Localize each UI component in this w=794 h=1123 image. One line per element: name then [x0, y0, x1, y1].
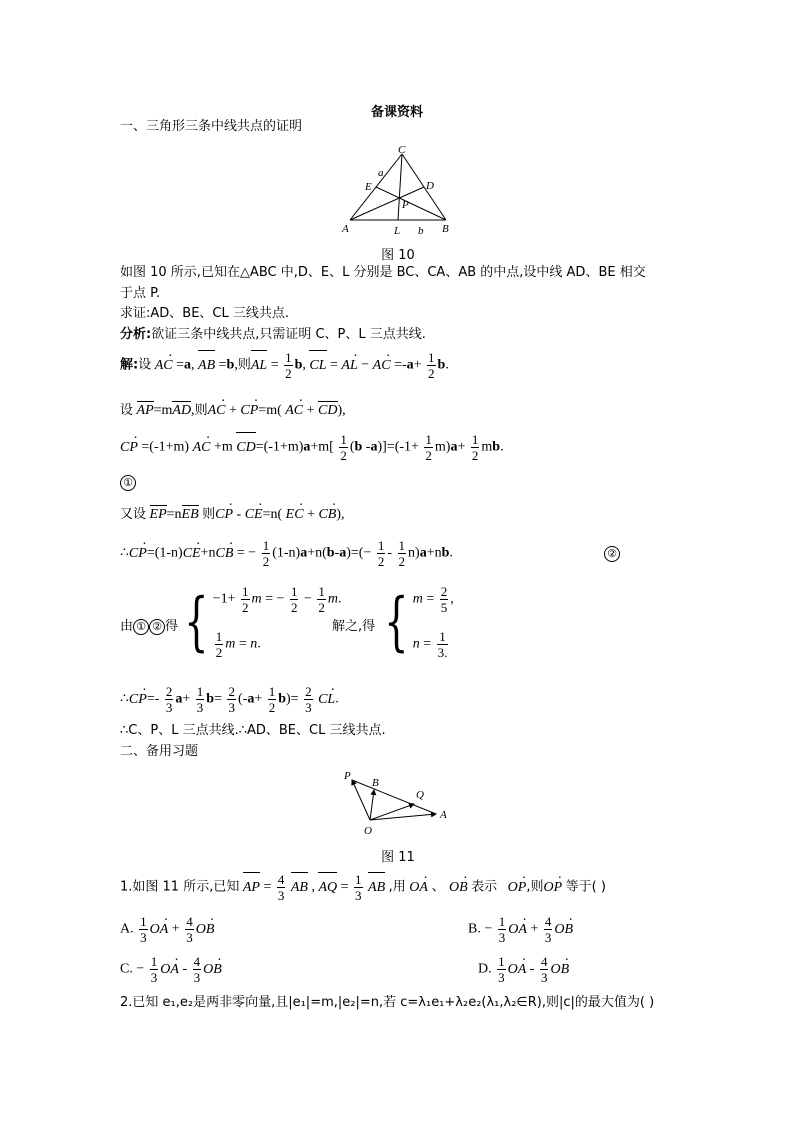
q1-stem-b: ,用 — [388, 879, 406, 895]
fig10-label-c: C — [398, 144, 406, 156]
q1-stem-d: ,则 — [526, 879, 544, 895]
from-eq-label — [120, 618, 178, 636]
solution-line-5: ∴CP ·=(1-n)CE ·+nCB · = − $\frac{1}{2}$ (1-n)a+n(b-a)=(− $\frac{1}{2}$ - $\frac{1}{2}$ n)a+nb. — [120, 538, 453, 569]
opt-c-label: C. — [120, 961, 133, 977]
solve-label: 解之,得 — [332, 619, 376, 634]
from-word: 由 — [120, 619, 134, 634]
equation-system-2: { m = $\frac{2}{5}$ , n = $\frac{1}{3.}$ — [384, 584, 454, 660]
q1-stem-a: 1.如图 11 所示,已知 — [120, 879, 240, 895]
q1-stem-c: 表示 — [471, 879, 498, 895]
q2-text: 2.已知 e₁,e₂是两非零向量,且|e₁|=m,|e₂|=n,若 c=λ₁e₁+λ₂e₂(λ₁,λ₂∈R),则|c|的最大值为( ) — [120, 995, 655, 1010]
analysis-label: 分析: — [120, 327, 152, 342]
figure-10 — [340, 144, 460, 238]
figure-11-caption: 图 11 — [381, 850, 415, 865]
q1-option-b[interactable]: B. − $\frac{1}{3}$ OA · + $\frac{4}{3}$ OB · — [468, 914, 573, 945]
conclusion: ∴C、P、L 三点共线.∴AD、BE、CL 三线共点. — [120, 723, 386, 738]
solution-line-3: CP · =(-1+m) AC · +m CD=(-1+m)a+m[ $\frac{1}{2}$ (b -a)]=(-1+ $\frac{1}{2}$ m)a+ $\frac{1}{2}$ mb. — [120, 432, 504, 463]
problem-prove: 求证:AD、BE、CL 三线共点. — [120, 306, 290, 321]
opt-d-label: D. — [478, 961, 492, 977]
solution-line-1: 解:设 AC · =a, AB =b,则AL = $\frac{1}{2}$ b, CL = AL · − AC · =-a+ $\frac{1}{2}$ b. — [120, 350, 449, 381]
fig11-label-q: Q — [416, 789, 424, 801]
circle-1b: ① — [133, 619, 149, 635]
q1-option-c[interactable]: C. − $\frac{1}{3}$ OA · - $\frac{4}{3}$ OB · — [120, 954, 222, 985]
opt-a-label: A. — [120, 921, 134, 937]
opt-b-label: B. — [468, 921, 481, 937]
equation-system-1: { −1+ $\frac{1}{2}$ m = − $\frac{1}{2}$ − $\frac{1}{2}$ m. $\frac{1}{2}$ m = n. — [184, 584, 342, 660]
q1-stem-e: 等于( ) — [565, 879, 606, 895]
solution-line-4: 又设 EP=nEB 则CP · - CE ·=n( EC · + CB ·), — [120, 506, 345, 524]
also-set-word: 又设 — [120, 507, 147, 522]
circle-2: ② — [604, 546, 620, 562]
figure-11 — [340, 768, 456, 840]
problem-line-1: 如图 10 所示,已知在△ABC 中,D、E、L 分别是 BC、CA、AB 的中点,设中线 AD、BE 相交 — [120, 265, 646, 280]
fig10-label-p: P — [402, 199, 409, 211]
analysis-text: 欲证三条中线共点,只需证明 C、P、L 三点共线. — [151, 327, 426, 342]
get-word: 得 — [165, 619, 179, 634]
fig10-label-d: D — [426, 180, 434, 192]
then-word-2: 则 — [194, 403, 208, 418]
fig10-label-small-a: a — [378, 167, 384, 179]
page-title: 备课资料 — [370, 105, 423, 120]
figure-10-caption: 图 10 — [381, 248, 415, 263]
problem-line-2: 于点 P. — [120, 286, 161, 301]
fig11-label-p: P — [344, 770, 351, 782]
set-word: 设 — [138, 357, 152, 373]
circle-2b: ② — [149, 619, 165, 635]
section2-heading: 二、备用习题 — [120, 744, 199, 759]
q1-option-a[interactable]: A. $\frac{1}{3}$ OA · + $\frac{4}{3}$ OB · — [120, 914, 214, 945]
then-word-3: 则 — [202, 507, 216, 522]
fig11-label-b: B — [372, 777, 379, 789]
eq-marker-1 — [120, 474, 136, 492]
problem-analysis — [120, 326, 426, 344]
fig11-label-o: O — [364, 825, 372, 837]
fig10-label-a: A — [342, 223, 349, 235]
eq-marker-2 — [604, 546, 620, 562]
solution-label: 解: — [120, 357, 139, 373]
fig11-label-a: A — [440, 809, 447, 821]
set-word-2: 设 — [120, 403, 134, 418]
section1-heading: 一、三角形三条中线共点的证明 — [120, 119, 303, 134]
solution-line-6: ∴CP ·=- $\frac{2}{3}$ a+ $\frac{1}{3}$ b= $\frac{2}{3}$ (-a+ $\frac{1}{2}$ b)= $\frac{2}{3}$ CL ·. — [120, 684, 339, 715]
fig10-label-small-b: b — [418, 225, 424, 237]
fig10-label-b: B — [442, 223, 449, 235]
q1-option-d[interactable]: D. $\frac{1}{3}$ OA · - $\frac{4}{3}$ OB · — [478, 954, 569, 985]
q1-stem: 1.如图 11 所示,已知 AP = $\frac{4}{3}$ AB , AQ = $\frac{1}{3}$ AB ,用 OA · 、 OB · 表示 OP ·,则OP · 等于( ) — [120, 872, 606, 903]
solution-line-2: 设 AP=mAD,则AC · + CP ·=m( AC · + CD), — [120, 402, 346, 420]
fig10-label-l: L — [394, 225, 401, 237]
then-word: 则 — [237, 357, 251, 373]
circle-1: ① — [120, 475, 136, 491]
fig10-label-e: E — [365, 181, 372, 193]
